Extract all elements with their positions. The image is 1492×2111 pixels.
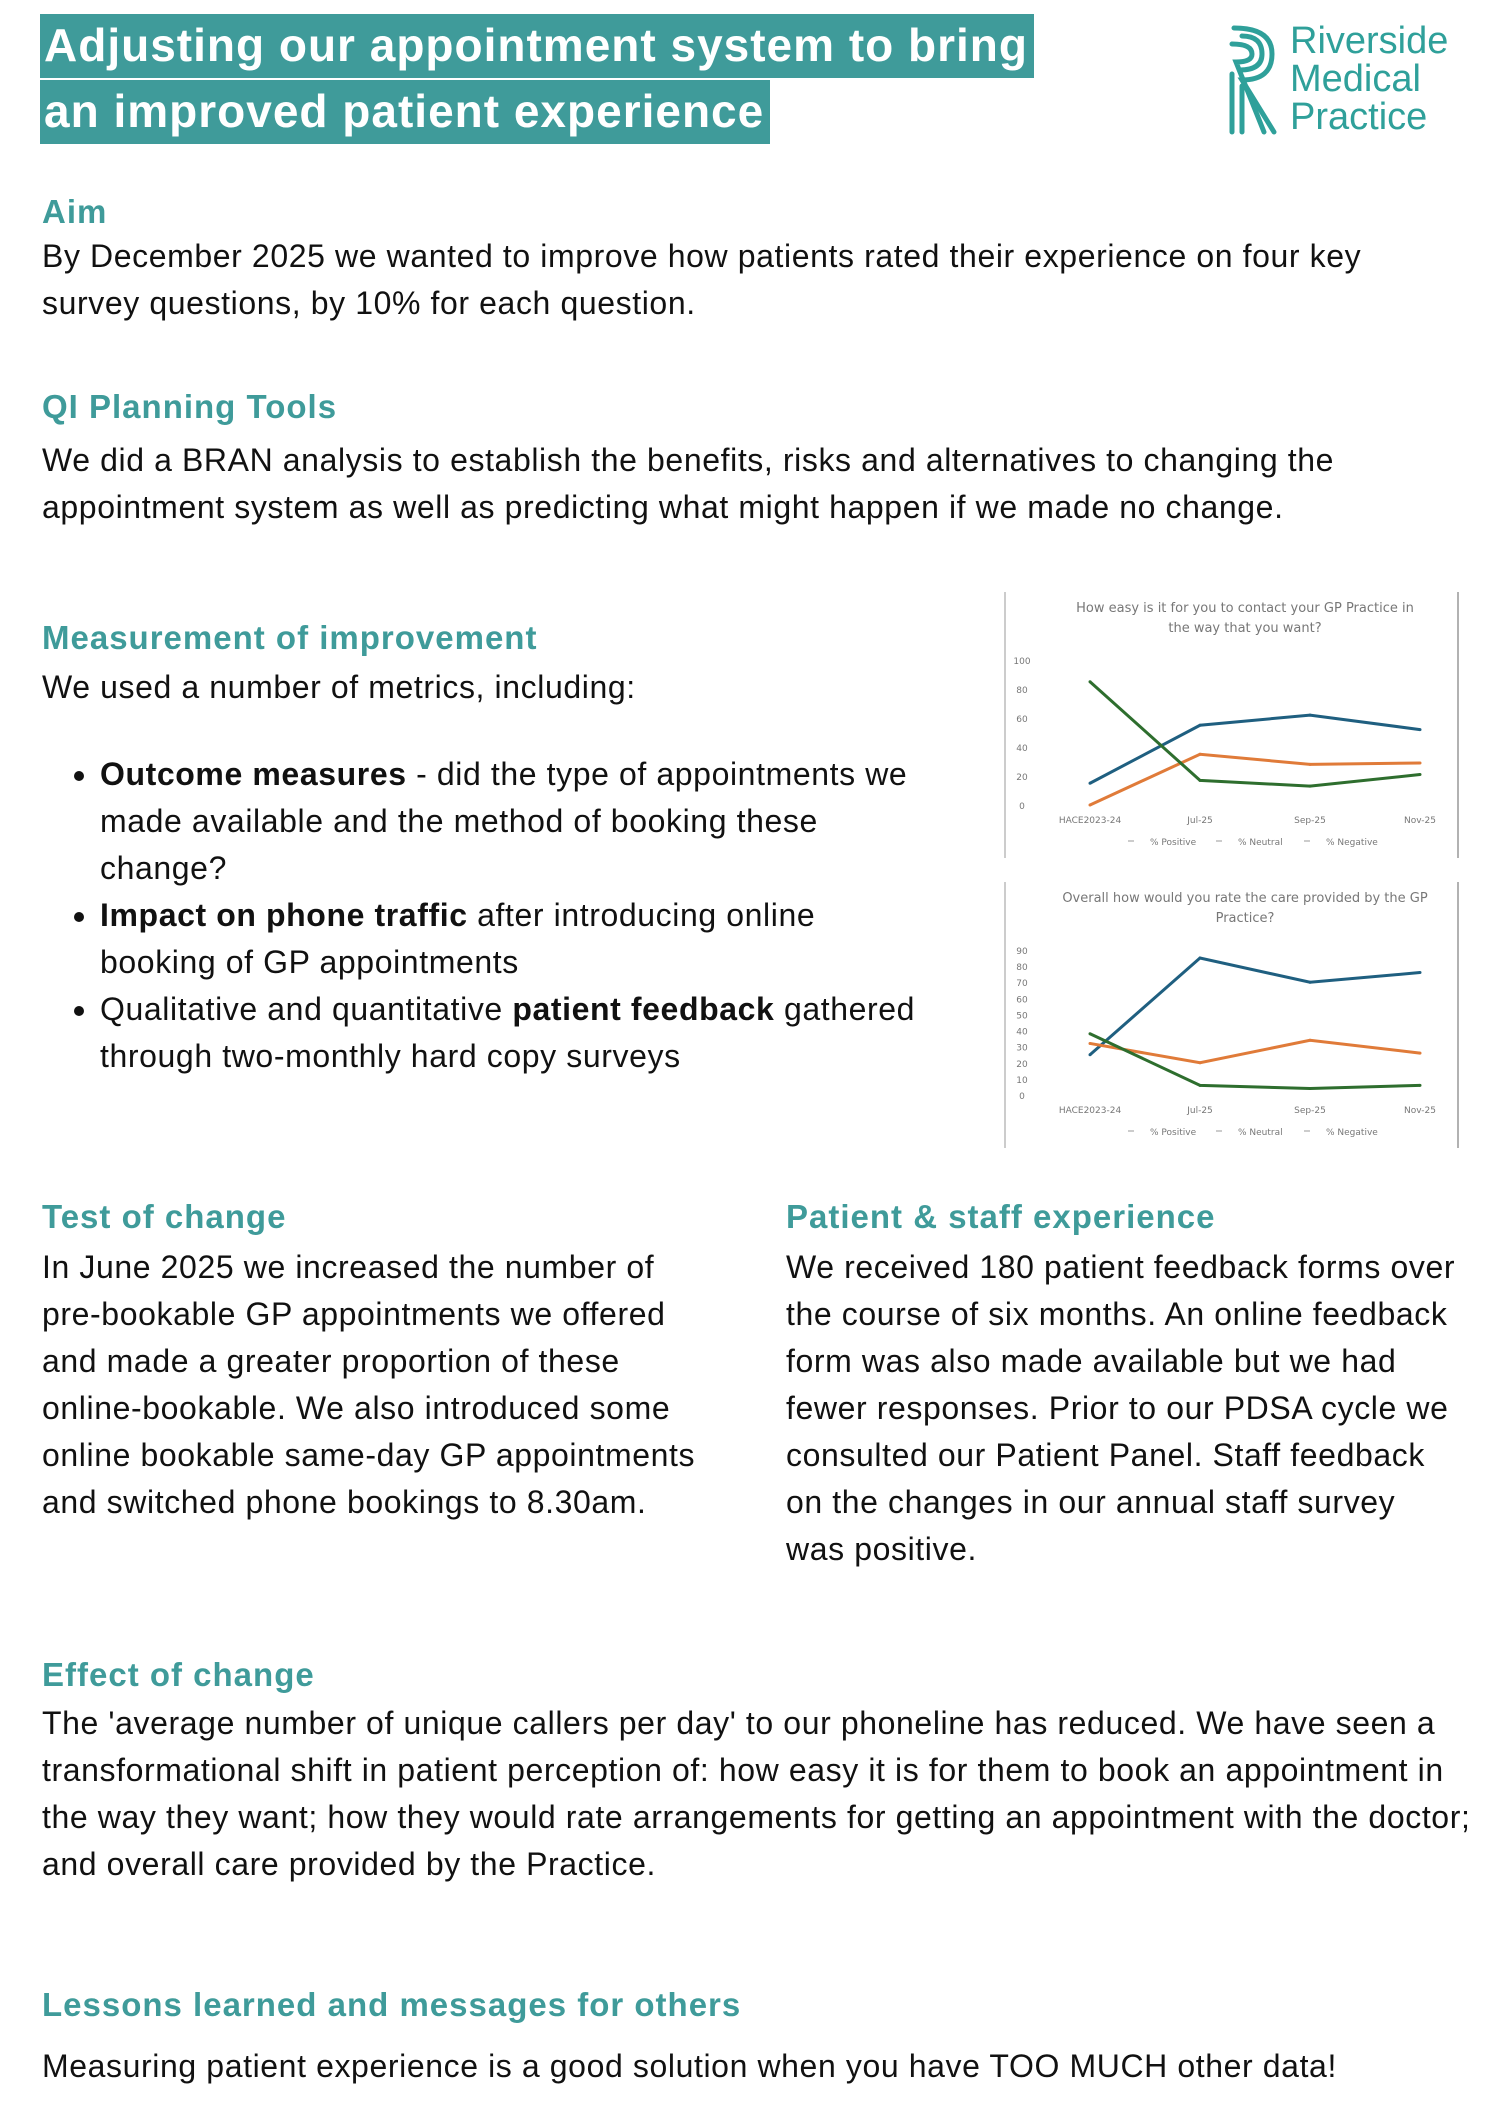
- series-point: [1199, 1084, 1202, 1087]
- y-tick-label: 60: [1016, 995, 1028, 1006]
- metric-item-bold: patient feedback: [512, 991, 775, 1027]
- y-tick-label: 60: [1016, 715, 1028, 725]
- lessons-heading: Lessons learned and messages for others: [42, 1986, 742, 2023]
- x-tick-label: Sep-25: [1294, 1106, 1326, 1116]
- logo-line-2: Medical: [1290, 58, 1421, 100]
- test-of-change-heading: Test of change: [42, 1198, 287, 1235]
- metric-item-pre: Qualitative and quantitative: [100, 991, 513, 1027]
- metric-item: [100, 892, 920, 986]
- contact-ease-chart-svg: [1000, 590, 1460, 860]
- series-point: [1419, 971, 1422, 974]
- practice-logo: [1228, 22, 1478, 142]
- metric-item: [100, 986, 940, 1080]
- y-tick-label: 0: [1019, 802, 1025, 812]
- x-tick-label: HACE2023-24: [1058, 1106, 1122, 1116]
- metric-item-text: after introducing online booking of GP appointments: [100, 897, 816, 980]
- y-tick-label: 30: [1016, 1043, 1028, 1054]
- series-point: [1309, 714, 1312, 717]
- legend-label: % Negative: [1326, 838, 1378, 848]
- logo-mark-icon: [1228, 24, 1288, 136]
- measurement-intro: We used a number of metrics, including:: [42, 669, 636, 705]
- x-tick-label: Nov-25: [1403, 816, 1437, 826]
- series-point: [1199, 779, 1202, 782]
- y-tick-label: 10: [1016, 1075, 1028, 1086]
- metrics-list: [62, 751, 980, 1080]
- y-tick-label: 20: [1016, 1059, 1028, 1070]
- chart-title-line: Overall how would you rate the care provided by the GP: [1062, 891, 1428, 906]
- series-point: [1419, 1052, 1422, 1055]
- series-point: [1199, 957, 1202, 960]
- y-tick-label: 40: [1016, 1027, 1028, 1038]
- effect-body: The 'average number of unique callers per day' to our phoneline has reduced. We have seen a transformational shift in patient perception of: how easy it is for them to book an appointment in the way they want; how they would rate arrangements for getting an appointment with the doctor; and overall care provided by the Practice.: [42, 1705, 1471, 1882]
- lessons-body: Measuring patient experience is a good solution when you have TOO MUCH other data!: [42, 2048, 1337, 2084]
- series-point: [1309, 1087, 1312, 1090]
- series-line-neutral: [1090, 1040, 1420, 1063]
- series-point: [1089, 804, 1092, 807]
- series-point: [1089, 782, 1092, 785]
- series-point: [1199, 1061, 1202, 1064]
- series-point: [1309, 785, 1312, 788]
- series-point: [1089, 1042, 1092, 1045]
- y-tick-label: 50: [1016, 1011, 1028, 1022]
- metric-item-text: gathered through two-monthly hard copy surveys: [100, 991, 916, 1074]
- series-point: [1419, 728, 1422, 731]
- chart-title-line: Practice?: [1215, 911, 1275, 926]
- legend-label: % Positive: [1150, 838, 1197, 848]
- series-point: [1419, 1084, 1422, 1087]
- care-rating-chart: [1000, 880, 1460, 1150]
- y-tick-label: 100: [1013, 657, 1031, 667]
- contact-ease-chart: [1000, 590, 1460, 860]
- aim-heading: Aim: [42, 193, 108, 230]
- y-tick-label: 90: [1016, 947, 1028, 957]
- x-tick-label: Jul-25: [1187, 816, 1213, 826]
- legend-label: % Neutral: [1238, 1128, 1283, 1138]
- chart-title-line: How easy is it for you to contact your GP Practice in: [1076, 601, 1414, 616]
- y-tick-label: 80: [1016, 686, 1028, 696]
- y-tick-label: 40: [1016, 744, 1028, 754]
- series-point: [1309, 763, 1312, 766]
- x-tick-label: HACE2023-24: [1058, 816, 1122, 826]
- test-of-change-body: In June 2025 we increased the number of pre-bookable GP appointments we offered and made a greater proportion of these online-bookable. We also introduced some online bookable same-day GP appointments and switched phone bookings to 8.30am.: [42, 1249, 696, 1520]
- x-tick-label: Jul-25: [1187, 1106, 1213, 1116]
- aim-body: By December 2025 we wanted to improve how patients rated their experience on four key survey questions, by 10% for each question.: [42, 238, 1362, 321]
- series-line-negative: [1090, 682, 1420, 786]
- chart-title-line: the way that you want?: [1168, 621, 1322, 636]
- series-point: [1309, 1039, 1312, 1042]
- series-point: [1419, 761, 1422, 764]
- legend-label: % Negative: [1326, 1128, 1378, 1138]
- series-point: [1199, 753, 1202, 756]
- metric-item-text: - did the type of appointments we made available and the method of booking these change?: [100, 756, 908, 886]
- poster-title-line-2: an improved patient experience: [40, 80, 770, 144]
- y-tick-label: 20: [1016, 773, 1028, 783]
- series-point: [1419, 773, 1422, 776]
- series-line-positive: [1090, 958, 1420, 1055]
- y-tick-label: 70: [1016, 979, 1028, 990]
- qi-body: We did a BRAN analysis to establish the benefits, risks and alternatives to changing the appointment system as well as predicting what might happen if we made no change.: [42, 442, 1335, 525]
- series-point: [1199, 724, 1202, 727]
- measurement-heading: Measurement of improvement: [42, 619, 538, 656]
- x-tick-label: Sep-25: [1294, 816, 1326, 826]
- legend-label: % Positive: [1150, 1128, 1197, 1138]
- legend-label: % Neutral: [1238, 838, 1283, 848]
- series-line-negative: [1090, 1034, 1420, 1089]
- logo-line-1: Riverside: [1290, 20, 1449, 62]
- series-point: [1309, 981, 1312, 984]
- y-tick-label: 0: [1019, 1092, 1025, 1102]
- qi-heading: QI Planning Tools: [42, 388, 338, 425]
- series-point: [1089, 680, 1092, 683]
- logo-line-3: Practice: [1290, 96, 1428, 138]
- metric-item: [100, 751, 920, 892]
- experience-heading: Patient & staff experience: [786, 1198, 1216, 1235]
- poster-title-line-1: Adjusting our appointment system to bring: [40, 14, 1034, 78]
- y-tick-label: 80: [1016, 963, 1028, 974]
- logo-wordmark: [1290, 22, 1448, 136]
- experience-body: We received 180 patient feedback forms over the course of six months. An online feedback form was also made available but we had fewer responses. Prior to our PDSA cycle we consulted our Patient Panel. Staff feedback on the changes in our annual staff survey was positive.: [786, 1249, 1456, 1567]
- effect-heading: Effect of change: [42, 1656, 315, 1693]
- care-rating-chart-svg: [1000, 880, 1460, 1150]
- series-point: [1089, 1032, 1092, 1035]
- metric-item-bold: Outcome measures: [100, 756, 407, 792]
- x-tick-label: Nov-25: [1403, 1106, 1437, 1116]
- metric-item-bold: Impact on phone traffic: [100, 897, 468, 933]
- series-point: [1089, 1053, 1092, 1056]
